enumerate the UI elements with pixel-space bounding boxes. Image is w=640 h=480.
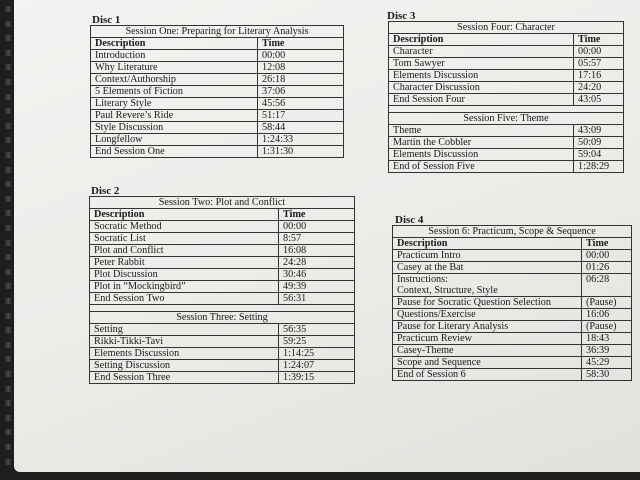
table-row <box>90 245 355 257</box>
row-time: 00:00 <box>258 50 344 62</box>
table-row <box>393 274 632 297</box>
row-time: 43:05 <box>574 94 624 106</box>
binding-ring <box>2 313 13 319</box>
disc3-col-description: Description <box>389 34 574 46</box>
binding-ring <box>2 167 13 173</box>
binding-ring <box>2 64 13 70</box>
row-description: Elements Discussion <box>90 348 279 360</box>
binding-ring <box>2 415 13 421</box>
row-description: Plot in “Mockingbird” <box>90 281 279 293</box>
binding-ring <box>2 254 13 260</box>
table-row <box>389 70 624 82</box>
binding-ring <box>2 210 13 216</box>
disc2-session-title: Session Two: Plot and Conflict <box>90 197 355 209</box>
table-row <box>90 348 355 360</box>
binding-ring <box>2 50 13 56</box>
binding-ring <box>2 152 13 158</box>
row-description: Paul Revere’s Ride <box>91 110 258 122</box>
binding-ring <box>2 35 13 41</box>
table-row <box>91 110 344 122</box>
binding-ring <box>2 356 13 362</box>
row-time: 50:09 <box>574 137 624 149</box>
table-row <box>393 369 632 381</box>
table-row <box>393 309 632 321</box>
table-row <box>393 250 632 262</box>
row-time: 17:16 <box>574 70 624 82</box>
binding-ring <box>2 21 13 27</box>
row-time: 8:57 <box>279 233 355 245</box>
disc1-col-time: Time <box>258 38 344 50</box>
row-description: Elements Discussion <box>389 70 574 82</box>
binding-ring <box>2 342 13 348</box>
binding-ring <box>2 196 13 202</box>
table-row <box>389 125 624 137</box>
disc3-second-session-row <box>389 113 624 125</box>
table-row <box>91 134 344 146</box>
row-time: 49:39 <box>279 281 355 293</box>
table-row <box>90 372 355 384</box>
row-description: Socratic Method <box>90 221 279 233</box>
table-row <box>90 257 355 269</box>
row-time: 1:24:33 <box>258 134 344 146</box>
binding-ring <box>2 386 13 392</box>
disc4-session-title: Session 6: Practicum, Scope & Sequence <box>393 226 632 238</box>
row-time: 51:17 <box>258 110 344 122</box>
row-time: (Pause) <box>582 321 632 333</box>
row-time: 1:24:07 <box>279 360 355 372</box>
binding-ring <box>2 371 13 377</box>
disc4-col-description: Description <box>393 238 582 250</box>
binding-ring <box>2 137 13 143</box>
binding-ring <box>2 269 13 275</box>
row-time: 1:31:30 <box>258 146 344 158</box>
row-time: 26:18 <box>258 74 344 86</box>
disc3-second-session-title: Session Five: Theme <box>389 113 624 125</box>
row-time: 18:43 <box>582 333 632 345</box>
table-row <box>90 324 355 336</box>
row-description: Introduction <box>91 50 258 62</box>
table-row <box>90 360 355 372</box>
disc2-label: Disc 2 <box>91 185 120 197</box>
table-row <box>389 137 624 149</box>
table-row <box>91 62 344 74</box>
row-description: Character <box>389 46 574 58</box>
row-time: 12:08 <box>258 62 344 74</box>
row-description: Pause for Literary Analysis <box>393 321 582 333</box>
row-description: Rikki-Tikki-Tavi <box>90 336 279 348</box>
table-row <box>389 46 624 58</box>
row-time: 01:26 <box>582 262 632 274</box>
row-description: Peter Rabbit <box>90 257 279 269</box>
row-time: 00:00 <box>279 221 355 233</box>
table-row <box>91 50 344 62</box>
table-row <box>389 149 624 161</box>
table-row <box>389 58 624 70</box>
row-time: 58:30 <box>582 369 632 381</box>
row-time: 16:08 <box>279 245 355 257</box>
binding-ring <box>2 225 13 231</box>
row-description: End of Session 6 <box>393 369 582 381</box>
row-time: 37:06 <box>258 86 344 98</box>
row-time: 56:31 <box>279 293 355 305</box>
binding-ring <box>2 429 13 435</box>
row-description: End Session Four <box>389 94 574 106</box>
disc3-label: Disc 3 <box>387 10 416 22</box>
table-row <box>90 221 355 233</box>
table-row <box>393 333 632 345</box>
table-row <box>90 281 355 293</box>
table-row <box>389 161 624 173</box>
binding-ring <box>2 181 13 187</box>
row-description: End Session Two <box>90 293 279 305</box>
row-time: 05:57 <box>574 58 624 70</box>
row-description: Casey-Theme <box>393 345 582 357</box>
row-time: 45:56 <box>258 98 344 110</box>
table-row <box>91 74 344 86</box>
row-time: 1:39:15 <box>279 372 355 384</box>
disc4-table <box>392 225 632 381</box>
table-row <box>90 336 355 348</box>
row-description: Setting Discussion <box>90 360 279 372</box>
row-time: 30:46 <box>279 269 355 281</box>
row-description: Context/Authorship <box>91 74 258 86</box>
row-time: 59:04 <box>574 149 624 161</box>
table-row <box>389 82 624 94</box>
disc2-second-session-title: Session Three: Setting <box>90 312 355 324</box>
row-time: 00:00 <box>574 46 624 58</box>
section-gap <box>90 305 355 312</box>
row-description: Style Discussion <box>91 122 258 134</box>
row-description: Practicum Intro <box>393 250 582 262</box>
disc2-second-session-row <box>90 312 355 324</box>
disc4-label: Disc 4 <box>395 214 424 226</box>
row-time: (Pause) <box>582 297 632 309</box>
row-time: 00:00 <box>582 250 632 262</box>
row-description: Theme <box>389 125 574 137</box>
workbook-page <box>14 0 640 472</box>
row-description: Plot and Conflict <box>90 245 279 257</box>
row-time: 59:25 <box>279 336 355 348</box>
row-description: Questions/Exercise <box>393 309 582 321</box>
table-row <box>389 94 624 106</box>
binding-ring <box>2 108 13 114</box>
disc1-session-title: Session One: Preparing for Literary Analysis <box>91 26 344 38</box>
table-row <box>393 321 632 333</box>
row-description: Practicum Review <box>393 333 582 345</box>
row-description: End Session One <box>91 146 258 158</box>
table-row <box>91 122 344 134</box>
row-description: End of Session Five <box>389 161 574 173</box>
row-description: Socratic List <box>90 233 279 245</box>
row-time: 43:09 <box>574 125 624 137</box>
row-description: Literary Style <box>91 98 258 110</box>
row-description: Character Discussion <box>389 82 574 94</box>
table-row <box>90 269 355 281</box>
disc2-col-time: Time <box>279 209 355 221</box>
row-time: 1:28:29 <box>574 161 624 173</box>
disc3-session-title: Session Four: Character <box>389 22 624 34</box>
binding-ring <box>2 327 13 333</box>
disc2-col-description: Description <box>90 209 279 221</box>
binding-ring <box>2 123 13 129</box>
row-time: 16:06 <box>582 309 632 321</box>
binding-ring <box>2 6 13 12</box>
table-row <box>90 293 355 305</box>
row-time: 1:14:25 <box>279 348 355 360</box>
table-row <box>393 345 632 357</box>
binding-ring <box>2 94 13 100</box>
row-description: Instructions: Context, Structure, Style <box>393 274 582 297</box>
table-row <box>393 297 632 309</box>
section-gap <box>389 106 624 113</box>
disc3-col-time: Time <box>574 34 624 46</box>
binding-ring <box>2 298 13 304</box>
row-description: Tom Sawyer <box>389 58 574 70</box>
row-time: 45:29 <box>582 357 632 369</box>
binding-ring <box>2 444 13 450</box>
row-time: 36:39 <box>582 345 632 357</box>
binding-ring <box>2 400 13 406</box>
row-description: Plot Discussion <box>90 269 279 281</box>
table-row <box>90 233 355 245</box>
table-row <box>91 98 344 110</box>
row-time: 24:20 <box>574 82 624 94</box>
binding-ring <box>2 283 13 289</box>
disc1-col-description: Description <box>91 38 258 50</box>
row-description: Casey at the Bat <box>393 262 582 274</box>
table-row <box>91 146 344 158</box>
row-description: Why Literature <box>91 62 258 74</box>
row-time: 58:44 <box>258 122 344 134</box>
row-description: 5 Elements of Fiction <box>91 86 258 98</box>
binding-ring <box>2 79 13 85</box>
row-description: End Session Three <box>90 372 279 384</box>
row-time: 24:28 <box>279 257 355 269</box>
binding-ring <box>2 459 13 465</box>
row-description: Setting <box>90 324 279 336</box>
table-row <box>91 86 344 98</box>
row-description: Pause for Socratic Question Selection <box>393 297 582 309</box>
row-time: 56:35 <box>279 324 355 336</box>
row-description: Longfellow <box>91 134 258 146</box>
disc3-table <box>388 21 624 173</box>
row-time: 06:28 <box>582 274 632 297</box>
disc2-table <box>89 196 355 384</box>
row-description: Elements Discussion <box>389 149 574 161</box>
disc1-label: Disc 1 <box>92 14 121 26</box>
disc4-col-time: Time <box>582 238 632 250</box>
table-row <box>393 262 632 274</box>
row-description: Scope and Sequence <box>393 357 582 369</box>
disc1-table <box>90 25 344 158</box>
table-row <box>393 357 632 369</box>
row-description: Martin the Cobbler <box>389 137 574 149</box>
binding-ring <box>2 240 13 246</box>
